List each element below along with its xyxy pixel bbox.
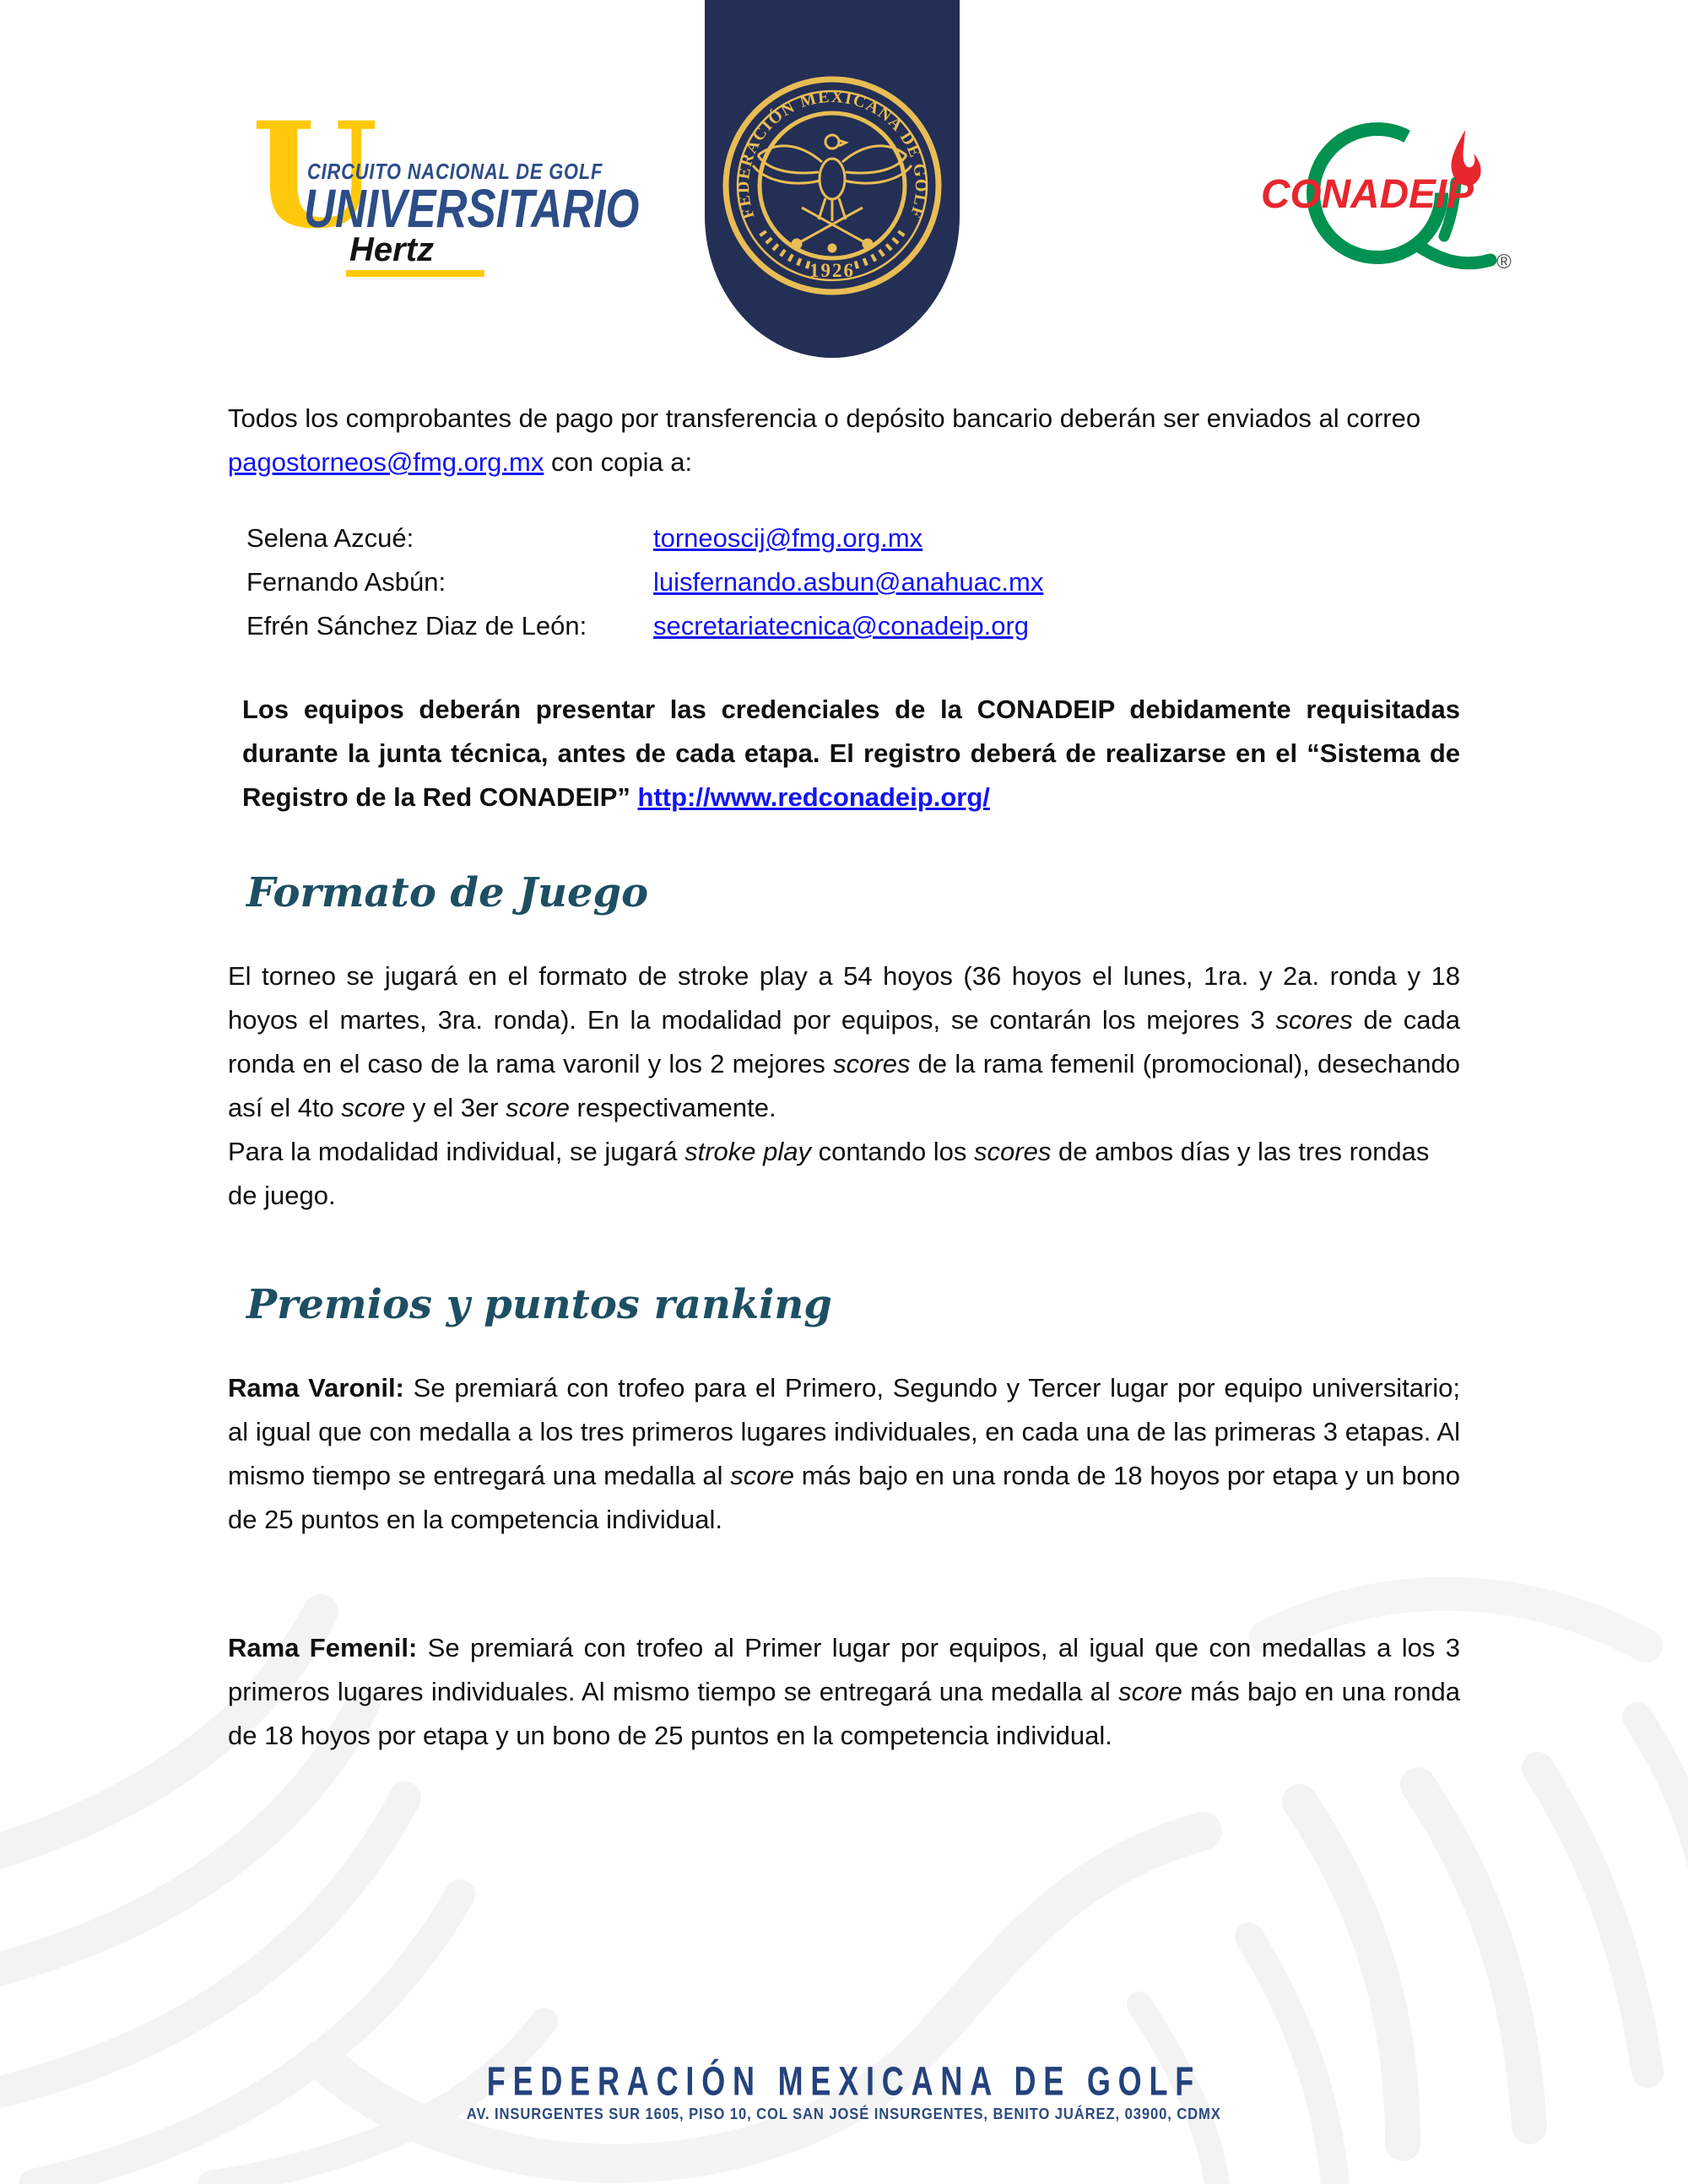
footer-address: AV. INSURGENTES SUR 1605, PISO 10, COL SAN JOSÉ INSURGENTES, BENITO JUÁREZ, 03900, CDMX [467, 2106, 1221, 2122]
contact-name: Efrén Sánchez Diaz de León: [246, 611, 587, 641]
footer-title: FEDERACIÓN MEXICANA DE GOLF [486, 2057, 1202, 2105]
formato-paragraph-1 [228, 954, 1460, 1130]
fmg-seal-icon [714, 68, 950, 304]
text-run-italic: score [506, 1093, 570, 1122]
contact-row [246, 516, 1460, 560]
fmg-seal-ring-text: FEDERACIÓN MEXICANA DE GOLF [733, 87, 931, 222]
rama-femenil-paragraph [228, 1626, 1460, 1758]
text-run: El torneo se jugará en el formato de stroke play a 54 hoyos (36 hoyos el lunes, 1ra. y 2a. ronda y 18 hoyos el martes, 3ra. ronda). En la modalidad por equipos, se contarán los mejores 3 [228, 961, 1460, 1035]
text-run: Se premiará con trofeo para el Primero, Segundo y Tercer lugar por equipo universitario; al igual que con medalla a los tres primeros lugares individuales, en cada una de las primeras 3 etapas. Al mismo tiempo se entregará una medalla al [228, 1373, 1460, 1490]
contact-name: Fernando Asbún: [246, 567, 446, 597]
contacts-list [246, 516, 1460, 648]
rama-femenil-label: Rama Femenil: [228, 1633, 418, 1662]
text-run: de la rama femenil (promocional), desechando así el 4to [228, 1049, 1460, 1122]
text-run-italic: scores [833, 1049, 911, 1078]
formato-paragraph-2 [228, 1130, 1460, 1218]
intro-paragraph [228, 397, 1460, 484]
intro-text-post: con copia a: [544, 447, 693, 477]
document-body [0, 397, 1688, 1758]
cnu-circuito-text: CIRCUITO NACIONAL DE GOLF [307, 159, 603, 184]
contact-email-link[interactable]: secretariatecnica@conadeip.org [653, 611, 1030, 641]
contact-email-link[interactable]: luisfernando.asbun@anahuac.mx [653, 567, 1044, 597]
conadeip-logo [1242, 106, 1529, 285]
text-run: y el 3er [405, 1093, 506, 1122]
contact-email-link[interactable]: torneoscij@fmg.org.mx [653, 523, 923, 553]
text-run: de ambos días y las tres rondas de juego. [228, 1137, 1430, 1210]
text-run: contando los [811, 1137, 975, 1166]
text-run: de cada ronda en el caso de la rama varonil y los 2 mejores [228, 1005, 1460, 1078]
rama-varonil-paragraph [228, 1366, 1460, 1542]
fmg-banner-logo [705, 0, 960, 358]
rama-varonil-label: Rama Varonil: [228, 1373, 404, 1403]
text-run-italic: score [1118, 1677, 1182, 1706]
conadeip-registered-mark: ® [1496, 251, 1512, 273]
cnu-universitario-text: UNIVERSITARIO [304, 178, 640, 239]
text-run: respectivamente. [569, 1093, 776, 1122]
text-run-italic: score [341, 1093, 406, 1122]
hertz-wordmark: Hertz [349, 231, 435, 268]
text-run: Se premiará con trofeo al Primer lugar por equipos, al igual que con medallas a los 3 primeros lugares individuales. Al mismo tiempo se entregará una medalla al [228, 1633, 1461, 1706]
intro-text-pre: Todos los comprobantes de pago por transferencia o depósito bancario deberán ser enviados al correo [228, 403, 1421, 433]
redconadeip-link[interactable]: http://www.redconadeip.org/ [637, 782, 990, 812]
section-heading-premios: Premios y puntos ranking [246, 1281, 832, 1328]
fmg-seal-year: 1926 [809, 260, 855, 281]
payments-email-link[interactable]: pagostorneos@fmg.org.mx [228, 447, 544, 477]
text-run: más bajo en una ronda de 18 hoyos por etapa y un bono de 25 puntos en la competencia individual. [228, 1677, 1460, 1750]
cnu-hertz-logo [252, 89, 640, 277]
cnu-u-letter: U [252, 89, 378, 261]
page-footer [0, 2057, 1688, 2123]
hertz-underline-bar [346, 270, 484, 277]
contact-name: Selena Azcué: [246, 523, 414, 553]
conadeip-wordmark: CONADEIP [1261, 172, 1474, 217]
header-logos [0, 0, 1688, 397]
section-heading-formato: Formato de Juego [246, 869, 649, 916]
credentials-text: Los equipos deberán presentar las credenciales de la CONADEIP debidamente requisitadas durante la junta técnica, antes de cada etapa. El registro deberá de realizarse en el “Sistema de Registro de la Red CONADEIP” [242, 695, 1460, 812]
contact-row [246, 560, 1460, 604]
text-run: Para la modalidad individual, se jugará [228, 1137, 685, 1166]
text-run-italic: scores [974, 1137, 1052, 1166]
text-run-italic: scores [1275, 1005, 1353, 1035]
text-run-italic: score [730, 1461, 795, 1490]
credentials-paragraph [242, 688, 1460, 819]
contact-row [246, 604, 1460, 648]
text-run-italic: stroke play [684, 1137, 812, 1166]
conadeip-icon [1242, 106, 1529, 285]
text-run: más bajo en una ronda de 18 hoyos por etapa y un bono de 25 puntos en la competencia individual. [228, 1461, 1461, 1534]
